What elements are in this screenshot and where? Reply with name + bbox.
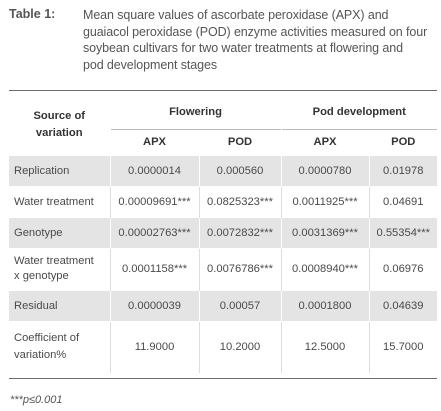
header-pod: POD: [199, 129, 281, 155]
header-source-line: variation: [35, 126, 83, 139]
header-apx: APX: [281, 129, 369, 155]
table-row: [9, 217, 437, 248]
cell-value: 0.01978: [369, 155, 437, 186]
row-source-line: Coefficient of: [14, 332, 80, 345]
data-table: [9, 95, 437, 373]
cell-value: 0.0076786***: [199, 248, 281, 290]
cell-value: 0.0031369***: [281, 217, 369, 248]
header-group-pod-development: Pod development: [281, 95, 437, 129]
header-row-groups: [9, 95, 437, 129]
cell-value: 0.55354***: [369, 217, 437, 248]
header-source-line: Source of: [33, 109, 86, 122]
table-row: [9, 155, 437, 186]
cell-value: 0.00009691***: [110, 186, 199, 217]
cell-value: 11.9000: [110, 321, 199, 373]
row-source: Genotype: [9, 217, 110, 248]
cell-value: 12.5000: [281, 321, 369, 373]
caption-line: soybean cultivars for two water treatments at flowering and: [83, 41, 403, 55]
header-apx: APX: [110, 129, 199, 155]
cell-value: 0.0001158***: [110, 248, 199, 290]
row-source-line: variation%: [14, 349, 67, 362]
row-source: Residual: [9, 290, 110, 321]
table-row: [9, 186, 437, 217]
row-source: Replication: [9, 155, 110, 186]
row-source: [9, 248, 110, 290]
table-row: [9, 321, 437, 373]
cell-value: 0.0008940***: [281, 248, 369, 290]
cell-value: 0.06976: [369, 248, 437, 290]
cell-value: 0.0000780: [281, 155, 369, 186]
cell-value: 0.0000039: [110, 290, 199, 321]
caption-line: Mean square values of ascorbate peroxidase (APX) and: [83, 8, 389, 22]
caption-label: Table 1:: [9, 7, 56, 21]
table-row: [9, 248, 437, 290]
header-pod: POD: [369, 129, 437, 155]
cell-value: 0.00057: [199, 290, 281, 321]
table-caption: [9, 7, 437, 77]
cell-value: 0.0001800: [281, 290, 369, 321]
row-source-line: Water treatment: [14, 255, 94, 267]
cell-value: 0.04691: [369, 186, 437, 217]
cell-value: 0.0072832***: [199, 217, 281, 248]
table-frame: [9, 90, 437, 379]
caption-line: pod development stages: [83, 57, 218, 72]
cell-value: 0.0000014: [110, 155, 199, 186]
row-source: [9, 321, 110, 373]
footnote: ***p≤0.001: [10, 394, 63, 406]
header-source: [9, 95, 110, 155]
header-group-flowering: Flowering: [110, 95, 281, 129]
caption-line: guaiacol peroxidase (POD) enzyme activities measured on four: [83, 24, 428, 39]
cell-value: 10.2000: [199, 321, 281, 373]
table-row: [9, 290, 437, 321]
cell-value: 0.04639: [369, 290, 437, 321]
cell-value: 0.0825323***: [199, 186, 281, 217]
cell-value: 0.00002763***: [110, 217, 199, 248]
caption-text: [83, 7, 433, 73]
cell-value: 0.0011925***: [281, 186, 369, 217]
cell-value: 15.7000: [369, 321, 437, 373]
row-source: Water treatment: [9, 186, 110, 217]
row-source-line: x genotype: [14, 270, 69, 282]
cell-value: 0.000560: [199, 155, 281, 186]
